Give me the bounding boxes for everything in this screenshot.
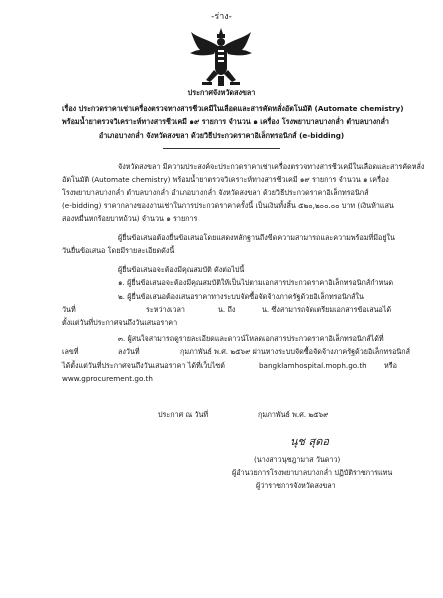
item-3-dated-label: ลงวันที่ [118,347,140,356]
handwritten-signature: นุช สุดอ [290,435,329,448]
signer-title-2: ผู้ว่าราชการจังหวัดสงขลา [256,481,336,490]
para1-line-1: จังหวัดสงขลา มีความประสงค์จะประกวดราคาเช่าเครื่องตรวจทางสารชีวเคมีในเลือดและสารคัดหลั่ง [118,162,425,171]
para2-line-2: วันยื่นข้อเสนอ โดยมีรายละเอียดดังนี้ [62,246,175,255]
announce-label: ประกาศ ณ วันที่ [158,410,209,419]
para2-line-1: ผู้ยื่นข้อเสนอต้องยื่นข้อเสนอโดยแสดงหลักฐานถึงขีดความสามารถและความพร้อมที่มีอยู่ใน [118,233,395,242]
para1-line-4: (e-bidding) ราคากลางของงานเช่าในการประกวดราคาครั้งนี้ เป็นเงินทั้งสิ้น ๕๒๐,๒๐๐.๐๐ บาท (เงินห้าแสน [62,201,394,210]
announce-date: กุมภาพันธ์ พ.ศ. ๒๕๖๙ [258,410,329,419]
item-2-date-label: วันที่ [62,305,76,314]
subject-divider [163,148,280,149]
item-2-prep-text: น. ซึ่งสามารถจัดเตรียมเอกสารข้อเสนอได้ [262,305,392,314]
item-3-or: หรือ [384,361,397,370]
para1-line-5: สองหมื่นหกร้อยบาทถ้วน) จำนวน ๑ รายการ [62,214,198,223]
para1-line-3: โรงพยาบาลบางกล่ำ ตำบลบางกล่ำ อำเภอบางกล่ำ จังหวัดสงขลา ด้วยวิธีประกวดราคาอิเล็กทรอนิกส์ [62,188,369,197]
para1-line-2: อัตโนมัติ (Automate chemistry) พร้อมน้ำยาตรวจวิเคราะห์ทางสารชีวเคมี ๑๙ รายการ จำนวน ๑ เครื่อง [62,175,389,184]
item-3-date-text: กุมภาพันธ์ พ.ศ. ๒๕๖๙ ผ่านทางระบบจัดซื้อจัดจ้างภาครัฐด้วยอิเล็กทรอนิกส์ [180,347,411,356]
signer-title-1: ผู้อำนวยการโรงพยาบาลบางกล่ำ ปฏิบัติราชการแทน [232,468,393,477]
qualifications-heading: ผู้ยื่นข้อเสนอจะต้องมีคุณสมบัติ ดังต่อไปนี้ [118,265,245,274]
item-3-line-1: ๓. ผู้สนใจสามารถดูรายละเอียดและดาวน์โหลดเอกสารประกวดราคาอิเล็กทรอนิกส์ได้ที่ [118,334,384,343]
draft-mark: -ร่าง- [211,12,232,22]
subject-line-2: พร้อมน้ำยาตรวจวิเคราะห์ทางสารชีวเคมี ๑๙ รายการ จำนวน ๑ เครื่อง โรงพยาบาลบางกล่ำ ตำบลบางกล่ำ [62,117,389,126]
signer-name: (นางสาวนุชฎามาส วันดาว) [254,455,341,464]
item-3-number-label: เลขที่ [62,347,79,356]
subject-line-3: อำเภอบางกล่ำ จังหวัดสงขลา ด้วยวิธีประกวดราคาอิเล็กทรอนิกส์ (e-bidding) [98,131,345,140]
item-3-line-3-text: ได้ตั้งแต่วันที่ประกาศจนถึงวันเสนอราคา ได้ที่เว็บไซต์ [62,361,225,370]
gprocurement-link[interactable]: www.gprocurement.go.th [62,374,153,383]
org-heading: ประกาศจังหวัดสงขลา [187,88,256,97]
garuda-emblem-icon [188,26,254,90]
item-2-line-3: ตั้งแต่วันที่ประกาศจนถึงวันเสนอราคา [62,318,178,327]
item-1: ๑. ผู้ยื่นข้อเสนอจะต้องมีคุณสมบัติให้เป็นไปตามเอกสารประกวดราคาอิเล็กทรอนิกส์กำหนด [118,278,393,287]
item-2-to-label: น. ถึง [218,305,236,314]
item-2-time-label: ระหว่างเวลา [146,305,185,314]
website-link[interactable]: bangklamhospital.moph.go.th [259,361,367,370]
item-2-line-1: ๒. ผู้ยื่นข้อเสนอต้องเสนอราคาทางระบบจัดซื้อจัดจ้างภาครัฐด้วยอิเล็กทรอนิกส์ใน [118,292,364,301]
subject-line-1: เรื่อง ประกวดราคาเช่าเครื่องตรวจทางสารชีวเคมีในเลือดและสารคัดหลั่งอัตโนมัติ (Automate chemistry) [62,104,404,113]
